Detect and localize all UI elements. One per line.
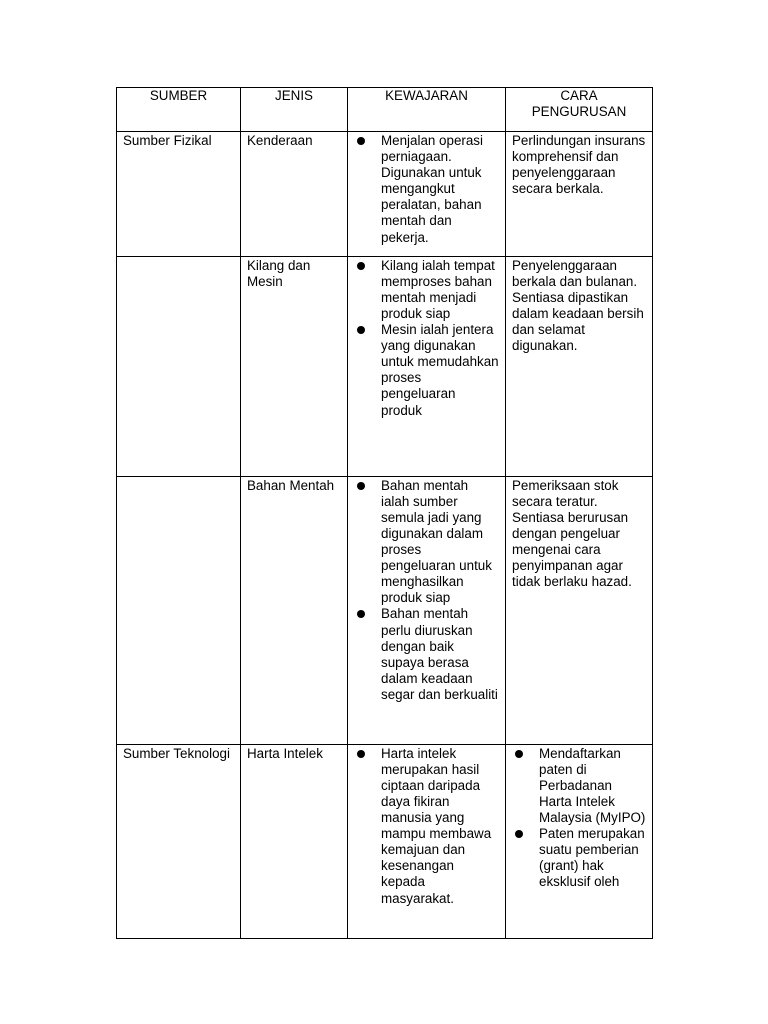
bullet-icon bbox=[357, 262, 365, 270]
list-item: Bahan mentah ialah sumber semula jadi yang digunakan dalam proses pengeluaran untuk menghasilkan produk siap bbox=[354, 478, 499, 607]
cell-cara-pengurusan: Perlindungan insurans komprehensif dan penyelenggaraan secara berkala. bbox=[506, 132, 653, 257]
table-row bbox=[117, 744, 653, 938]
cara-list bbox=[512, 746, 646, 891]
bullet-icon bbox=[357, 482, 365, 490]
cell-kewajaran bbox=[348, 476, 506, 744]
cell-sumber: Sumber Teknologi bbox=[117, 744, 241, 938]
list-item: Paten merupakan suatu pemberian (grant) hak eksklusif oleh bbox=[512, 826, 646, 890]
header-jenis: JENIS bbox=[241, 88, 348, 132]
header-kewajaran: KEWAJARAN bbox=[348, 88, 506, 132]
list-item: Mendaftarkan paten di Perbadanan Harta Intelek Malaysia (MyIPO) bbox=[512, 746, 646, 826]
kewajaran-list bbox=[354, 746, 499, 907]
bullet-icon bbox=[515, 830, 523, 838]
kewajaran-list bbox=[354, 133, 499, 246]
bullet-icon bbox=[357, 326, 365, 334]
list-item: Kilang ialah tempat memproses bahan mentah menjadi produk siap bbox=[354, 258, 499, 322]
resource-table bbox=[116, 87, 653, 939]
bullet-icon bbox=[357, 750, 365, 758]
list-item: Bahan mentah perlu diuruskan dengan baik supaya berasa dalam keadaan segar dan berkualiti bbox=[354, 606, 499, 703]
cell-jenis: Harta Intelek bbox=[241, 744, 348, 938]
list-item: Menjalan operasi perniagaan. Digunakan untuk mengangkut peralatan, bahan mentah dan pekerja. bbox=[354, 133, 499, 246]
list-item: Mesin ialah jentera yang digunakan untuk memudahkan proses pengeluaran produk bbox=[354, 322, 499, 419]
table-row bbox=[117, 476, 653, 744]
kewajaran-list bbox=[354, 258, 499, 419]
cell-kewajaran bbox=[348, 744, 506, 938]
cell-cara-pengurusan: Penyelenggaraan berkala dan bulanan. Sentiasa dipastikan dalam keadaan bersih dan selamat digunakan. bbox=[506, 256, 653, 476]
cell-sumber: Sumber Fizikal bbox=[117, 132, 241, 257]
cell-sumber bbox=[117, 256, 241, 476]
table-header-row bbox=[117, 88, 653, 132]
cell-jenis: Kenderaan bbox=[241, 132, 348, 257]
table-row bbox=[117, 132, 653, 257]
cell-kewajaran bbox=[348, 256, 506, 476]
cell-jenis: Kilang dan Mesin bbox=[241, 256, 348, 476]
header-cara-pengurusan: CARA PENGURUSAN bbox=[506, 88, 653, 132]
cell-jenis: Bahan Mentah bbox=[241, 476, 348, 744]
bullet-icon bbox=[357, 137, 365, 145]
cell-cara-pengurusan: Pemeriksaan stok secara teratur. Sentiasa berurusan dengan pengeluar mengenai cara penyimpanan agar tidak berlaku hazad. bbox=[506, 476, 653, 744]
bullet-icon bbox=[357, 610, 365, 618]
cell-cara-pengurusan bbox=[506, 744, 653, 938]
cell-sumber bbox=[117, 476, 241, 744]
header-sumber: SUMBER bbox=[117, 88, 241, 132]
table-row bbox=[117, 256, 653, 476]
list-item: Harta intelek merupakan hasil ciptaan daripada daya fikiran manusia yang mampu membawa kemajuan dan kesenangan kepada masyarakat. bbox=[354, 746, 499, 907]
cell-kewajaran bbox=[348, 132, 506, 257]
kewajaran-list bbox=[354, 478, 499, 703]
bullet-icon bbox=[515, 750, 523, 758]
